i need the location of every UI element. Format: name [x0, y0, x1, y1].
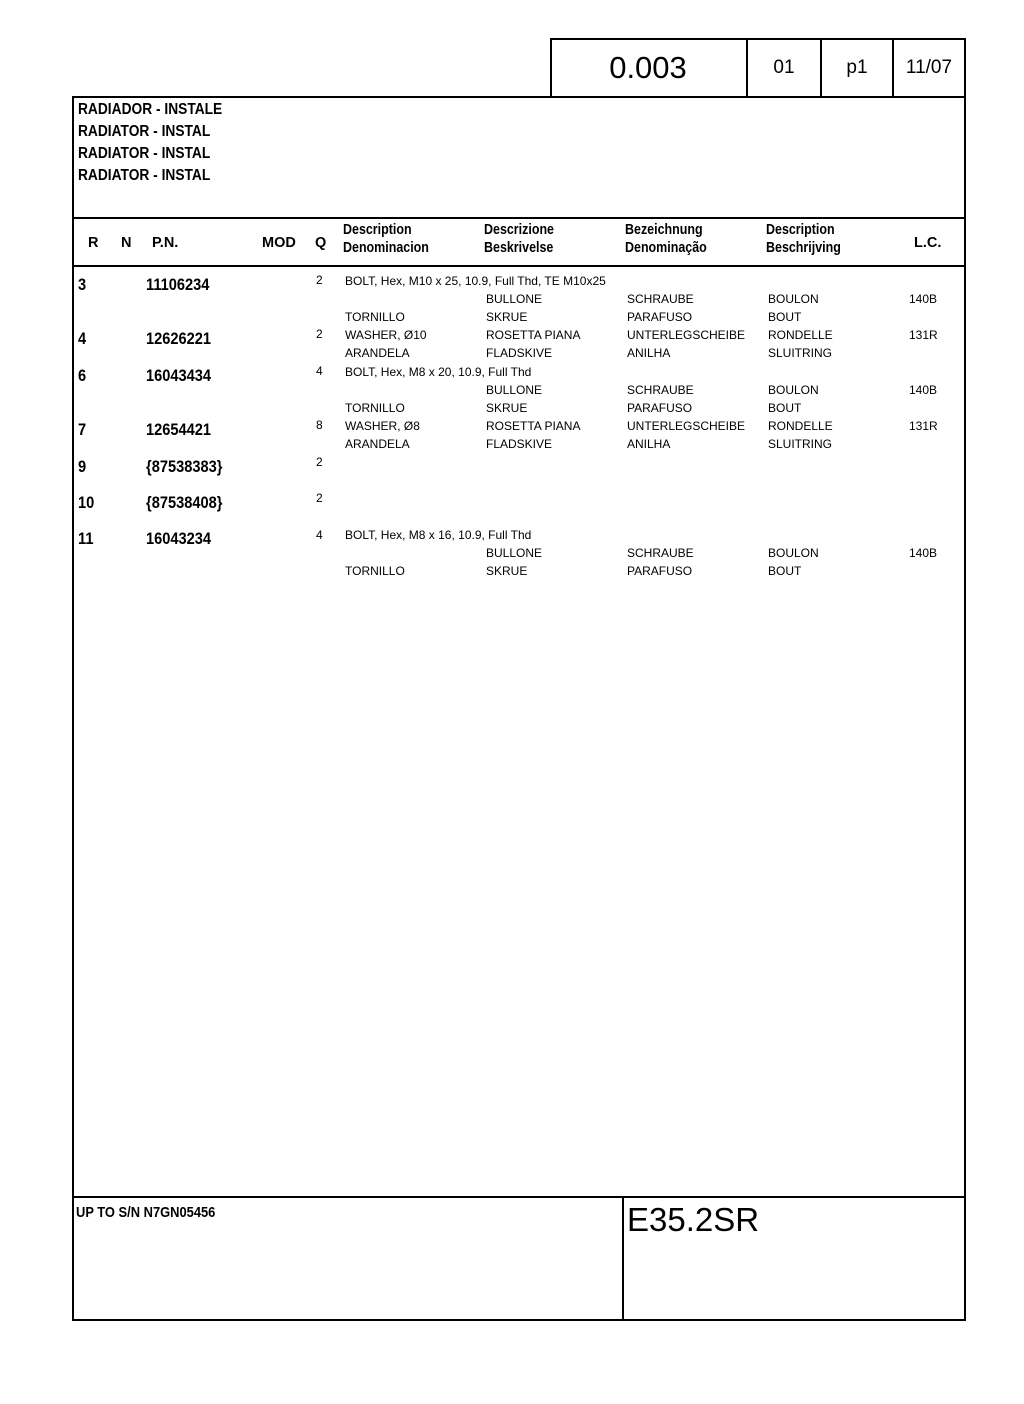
title-line-1: RADIADOR - INSTALE	[78, 101, 223, 118]
desc-es: ARANDELA	[345, 346, 410, 360]
desc-nl: BOUT	[768, 310, 802, 324]
col-desc-fr: Description	[766, 222, 835, 238]
desc-da: FLADSKIVE	[486, 437, 553, 451]
col-lc: L.C.	[914, 235, 942, 251]
col-desc-en: Description	[343, 222, 412, 238]
desc-de: SCHRAUBE	[627, 546, 694, 560]
divider	[72, 217, 966, 219]
ref-number: 7	[78, 420, 87, 439]
title-line-2: RADIATOR - INSTAL	[78, 123, 211, 140]
desc-en: WASHER, Ø10	[345, 328, 427, 342]
col-desc-nl: Beschrijving	[766, 240, 841, 256]
divider	[72, 1196, 966, 1198]
desc-fr: BOULON	[768, 292, 819, 306]
lc-code: 140B	[909, 546, 938, 560]
desc-de: UNTERLEGSCHEIBE	[627, 328, 746, 342]
desc-fr: RONDELLE	[768, 419, 833, 433]
divider	[72, 265, 966, 267]
quantity: 2	[316, 273, 323, 287]
col-q: Q	[315, 235, 327, 251]
doc-code: 0.003	[609, 50, 687, 85]
lc-code: 131R	[909, 419, 938, 433]
ref-number: 10	[78, 493, 95, 512]
desc-en: BOLT, Hex, M8 x 16, 10.9, Full Thd	[345, 528, 532, 542]
desc-nl: BOUT	[768, 564, 802, 578]
desc-en: BOLT, Hex, M10 x 25, 10.9, Full Thd, TE M10x25	[345, 274, 606, 288]
col-desc-es: Denominacion	[343, 240, 429, 256]
quantity: 2	[316, 455, 323, 469]
part-number: 12654421	[146, 420, 212, 439]
desc-es: TORNILLO	[345, 564, 405, 578]
revision: 01	[773, 57, 795, 78]
title-line-4: RADIATOR - INSTAL	[78, 167, 211, 184]
lc-code: 140B	[909, 383, 938, 397]
desc-it: BULLONE	[486, 383, 543, 397]
desc-da: SKRUE	[486, 401, 528, 415]
quantity: 4	[316, 364, 323, 378]
desc-it: BULLONE	[486, 292, 543, 306]
header-box	[550, 38, 966, 98]
desc-da: SKRUE	[486, 564, 528, 578]
desc-fr: BOULON	[768, 546, 819, 560]
ref-number: 9	[78, 457, 87, 476]
desc-pt: PARAFUSO	[627, 401, 693, 415]
quantity: 2	[316, 327, 323, 341]
part-number: {87538383}	[146, 457, 223, 476]
desc-en: WASHER, Ø8	[345, 419, 420, 433]
desc-en: BOLT, Hex, M8 x 20, 10.9, Full Thd	[345, 365, 532, 379]
desc-de: SCHRAUBE	[627, 292, 694, 306]
title-line-3: RADIATOR - INSTAL	[78, 145, 211, 162]
ref-number: 6	[78, 366, 87, 385]
desc-es: TORNILLO	[345, 310, 405, 324]
part-number: 12626221	[146, 329, 212, 348]
desc-pt: PARAFUSO	[627, 564, 693, 578]
col-mod: MOD	[262, 235, 296, 251]
col-r: R	[88, 235, 99, 251]
lc-code: 131R	[909, 328, 938, 342]
quantity: 8	[316, 418, 323, 432]
page-number: p1	[846, 57, 868, 78]
desc-pt: PARAFUSO	[627, 310, 693, 324]
desc-es: TORNILLO	[345, 401, 405, 415]
title-block	[78, 99, 246, 187]
desc-it: BULLONE	[486, 546, 543, 560]
quantity: 4	[316, 528, 323, 542]
doc-code-cell	[550, 40, 746, 96]
desc-da: SKRUE	[486, 310, 528, 324]
col-desc-pt: Denominação	[625, 240, 707, 256]
model-code: E35.2SR	[627, 1201, 760, 1238]
col-pn: P.N.	[152, 235, 179, 251]
col-n: N	[121, 235, 132, 251]
serial-note: UP TO S/N N7GN05456	[76, 1204, 216, 1221]
part-number: 16043234	[146, 529, 212, 548]
page-cell	[820, 40, 892, 96]
ref-number: 3	[78, 275, 87, 294]
divider	[622, 1196, 624, 1321]
desc-nl: SLUITRING	[768, 437, 833, 451]
col-desc-da: Beskrivelse	[484, 240, 554, 256]
col-desc-de: Bezeichnung	[625, 222, 703, 238]
desc-de: UNTERLEGSCHEIBE	[627, 419, 746, 433]
desc-pt: ANILHA	[627, 437, 671, 451]
date-cell	[892, 40, 964, 96]
desc-es: ARANDELA	[345, 437, 410, 451]
quantity: 2	[316, 491, 323, 505]
part-number: 16043434	[146, 366, 212, 385]
lc-code: 140B	[909, 292, 938, 306]
desc-fr: BOULON	[768, 383, 819, 397]
part-number: {87538408}	[146, 493, 223, 512]
ref-number: 4	[78, 329, 87, 348]
desc-de: SCHRAUBE	[627, 383, 694, 397]
revision-cell	[746, 40, 820, 96]
desc-nl: BOUT	[768, 401, 802, 415]
desc-pt: ANILHA	[627, 346, 671, 360]
col-desc-it: Descrizione	[484, 222, 555, 238]
desc-it: ROSETTA PIANA	[486, 328, 581, 342]
part-number: 11106234	[146, 275, 210, 294]
desc-fr: RONDELLE	[768, 328, 833, 342]
doc-date: 11/07	[905, 57, 953, 78]
desc-nl: SLUITRING	[768, 346, 833, 360]
desc-it: ROSETTA PIANA	[486, 419, 581, 433]
desc-da: FLADSKIVE	[486, 346, 553, 360]
ref-number: 11	[78, 529, 94, 548]
